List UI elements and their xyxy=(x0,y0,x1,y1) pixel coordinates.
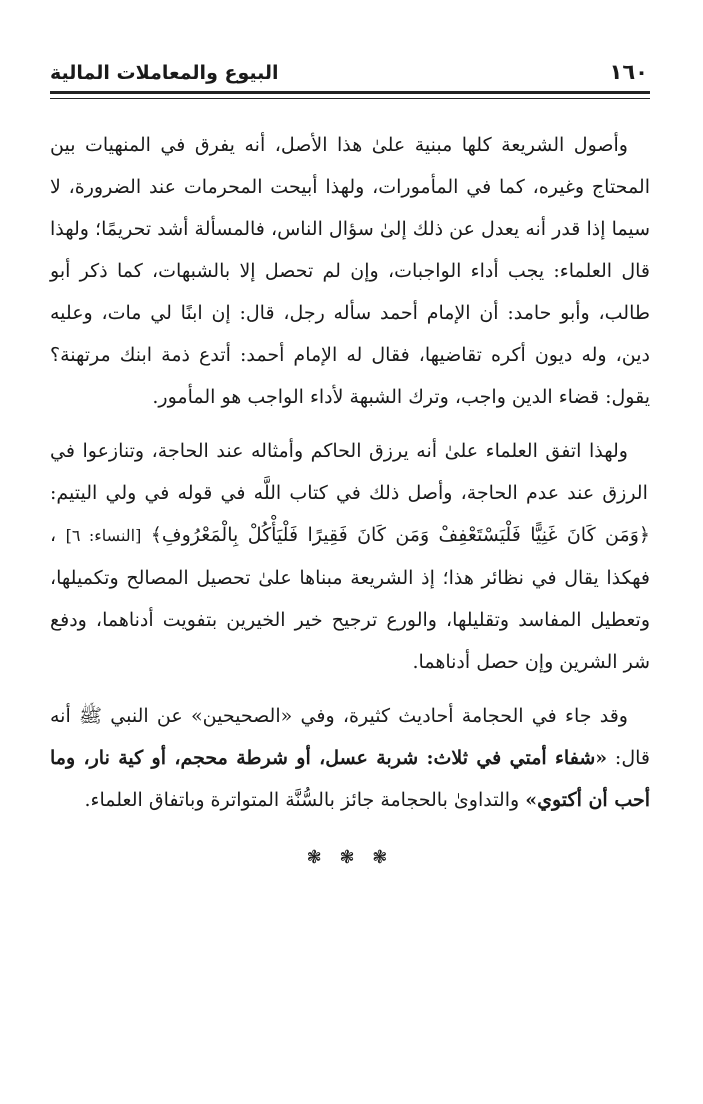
header-rule-thin xyxy=(50,98,650,99)
section-divider-stars: ❃ ❃ ❃ xyxy=(306,847,394,868)
page-number: ١٦٠ xyxy=(609,60,648,84)
paragraph-2-text-before-quran: ولهذا اتفق العلماء علىٰ أنه يرزق الحاكم وأمثاله عند الحاجة، وتنازعوا في الرزق عند عدم الحاجة، وأصل ذلك في كتاب اللَّه في قوله في ولي اليتيم: xyxy=(50,440,648,504)
header-rule-thick xyxy=(50,91,650,94)
quran-reference: [النساء: ٦] xyxy=(65,526,142,545)
running-title: البيوع والمعاملات المالية xyxy=(50,62,279,84)
book-page xyxy=(50,48,650,1058)
hadith-quote: «شفاء أمتي في ثلاث: شربة عسل، أو شرطة محجم، أو كية نار، وما أحب أن أكتوي» xyxy=(50,747,650,811)
page-body xyxy=(50,124,650,879)
paragraph-2 xyxy=(50,430,650,683)
paragraph-3-text-after-hadith: والتداوىٰ بالحجامة جائز بالسُّنَّة المتواترة وباتفاق العلماء. xyxy=(84,789,520,811)
paragraph-3-text-before-hadith: وقد جاء في الحجامة أحاديث كثيرة، وفي «الصحيحين» عن النبي ﷺ أنه قال: xyxy=(50,705,650,769)
quran-verse: ﴿وَمَن كَانَ غَنِيًّا فَلْيَسْتَعْفِفْ وَمَن كَانَ فَقِيرًا فَلْيَأْكُلْ بِالْمَعْرُوفِ﴾ xyxy=(150,524,651,546)
page-header xyxy=(50,48,650,90)
paragraph-3 xyxy=(50,695,650,821)
paragraph-2-text-after-quran: ، فهكذا يقال في نظائر هذا؛ إذ الشريعة مبناها علىٰ تحصيل المصالح وتكميلها، وتعطيل المفاسد وتقليلها، والورع ترجيح خير الخيرين بتفويت أدناهما، ودفع شر الشرين وإن حصل أدناهما. xyxy=(50,524,650,673)
paragraph-1: وأصول الشريعة كلها مبنية علىٰ هذا الأصل، أنه يفرق في المنهيات بين المحتاج وغيره، كما في المأمورات، ولهذا أبيحت المحرمات عند الضرورة، لا سيما إذا قدر أنه يعدل عن ذلك إلىٰ سؤال الناس، فالمسألة أشد تحريمًا؛ ولهذا قال العلماء: يجب أداء الواجبات، وإن لم تحصل إلا بالشبهات، كما ذكر أبو طالب، وأبو حامد: أن الإمام أحمد سأله رجل، قال: إن ابنًا لي مات، وعليه دين، وله ديون أكره تقاضيها، فقال له الإمام أحمد: أتدع ذمة ابنك مرتهنة؟ يقول: قضاء الدين واجب، وترك الشبهة لأداء الواجب هو المأمور. xyxy=(50,134,650,408)
